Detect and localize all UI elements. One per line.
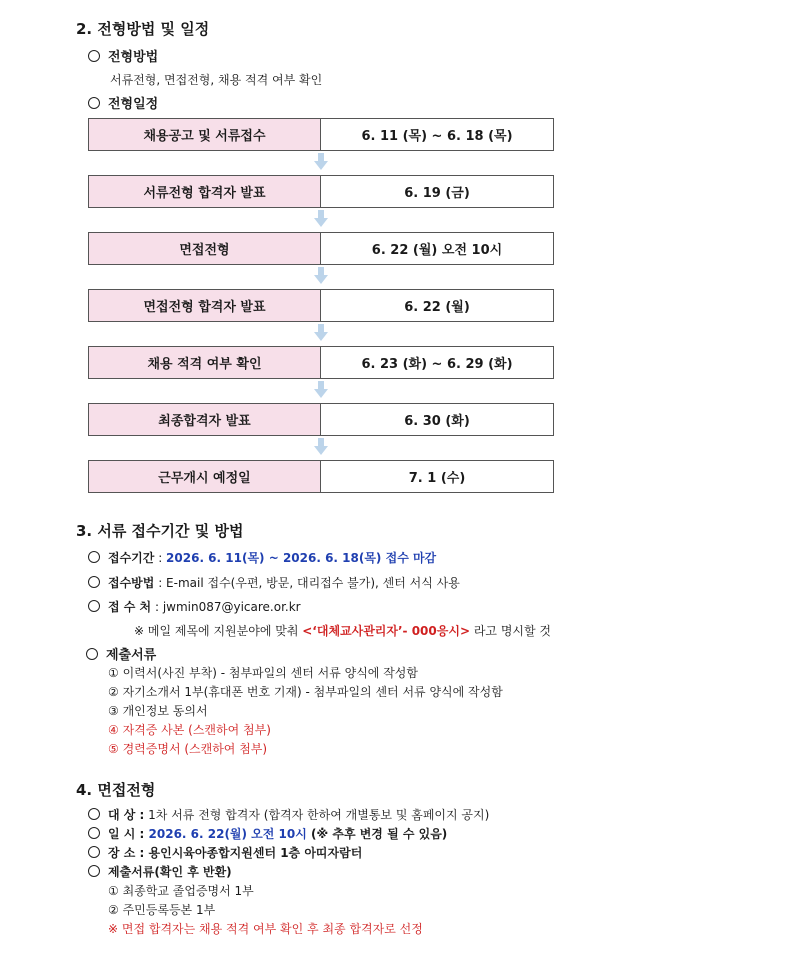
down-arrow-icon — [314, 324, 328, 341]
circle-bullet-icon — [88, 808, 100, 820]
docs-item-2: ② 자기소개서 1부(휴대폰 번호 기재) - 첨부파일의 센터 서류 양식에 작성함 — [108, 685, 503, 699]
target-line — [88, 806, 489, 823]
schedule-label: 전형일정 — [108, 97, 159, 112]
schedule-row — [88, 460, 554, 493]
circle-bullet-icon — [86, 648, 98, 660]
circle-bullet-icon — [88, 551, 100, 563]
schedule-step-label: 채용 적격 여부 확인 — [89, 347, 321, 378]
docs-item-1: ① 이력서(사진 부착) - 첨부파일의 센터 서류 양식에 작성함 — [108, 666, 418, 680]
target-value: 1차 서류 전형 합격자 (합격자 한하여 개별통보 및 홈페이지 공지) — [144, 808, 490, 822]
circle-bullet-icon — [88, 846, 100, 858]
target-label: 대 상 : — [108, 808, 145, 822]
final-note: ※ 면접 합격자는 채용 적격 여부 확인 후 최종 합격자로 선정 — [108, 922, 423, 936]
docs4-item-1: ① 최종학교 졸업증명서 1부 — [108, 884, 254, 898]
submit-method-label: 접수방법 — [108, 576, 155, 590]
docs-heading — [86, 644, 156, 663]
docs-item-4: ④ 자격증 사본 (스캔하여 첨부) — [108, 723, 271, 737]
method-text: 서류전형, 면접전형, 채용 적격 여부 확인 — [110, 73, 323, 87]
note-suffix: 라고 명시할 것 — [470, 624, 551, 638]
circle-bullet-icon — [88, 600, 100, 612]
schedule-step-date: 7. 1 (수) — [321, 461, 553, 492]
date-line — [88, 825, 447, 842]
schedule-row — [88, 289, 554, 322]
docs4-line — [88, 863, 232, 880]
schedule-row — [88, 175, 554, 208]
schedule-row — [88, 346, 554, 379]
schedule-step-date: 6. 11 (목) ~ 6. 18 (목) — [321, 119, 553, 150]
place4-value: 용인시육아종합지원센터 1층 아띠자람터 — [144, 846, 363, 860]
schedule-step-label: 채용공고 및 서류접수 — [89, 119, 321, 150]
method-label: 전형방법 — [108, 50, 159, 65]
note-highlight: <‘대체교사관리자’- 000응시> — [302, 624, 470, 638]
down-arrow-icon — [314, 438, 328, 455]
email-note — [134, 622, 551, 639]
schedule-step-date: 6. 22 (월) 오전 10시 — [321, 233, 553, 264]
section-2-title: 2. 전형방법 및 일정 — [76, 20, 210, 38]
schedule-step-label: 서류전형 합격자 발표 — [89, 176, 321, 207]
period-line — [88, 549, 436, 566]
docs4-item-2: ② 주민등록등본 1부 — [108, 903, 216, 917]
method-heading — [88, 46, 158, 65]
schedule-row — [88, 118, 554, 151]
docs-item-3: ③ 개인정보 동의서 — [108, 704, 208, 718]
schedule-step-date: 6. 23 (화) ~ 6. 29 (화) — [321, 347, 553, 378]
email-address: : jwmin087@yicare.or.kr — [151, 600, 301, 614]
section-3-title: 3. 서류 접수기간 및 방법 — [76, 522, 244, 540]
circle-bullet-icon — [88, 50, 100, 62]
down-arrow-icon — [314, 381, 328, 398]
schedule-row — [88, 232, 554, 265]
place-line — [88, 598, 301, 615]
schedule-row — [88, 403, 554, 436]
place4-label: 장 소 : — [108, 846, 145, 860]
schedule-step-label: 근무개시 예정일 — [89, 461, 321, 492]
circle-bullet-icon — [88, 865, 100, 877]
note-prefix: ※ 메일 제목에 지원분야에 맞춰 — [134, 624, 303, 638]
method-line — [88, 574, 460, 591]
schedule-step-label: 면접전형 — [89, 233, 321, 264]
schedule-step-label: 면접전형 합격자 발표 — [89, 290, 321, 321]
date-value: 2026. 6. 22(월) 오전 10시 — [144, 827, 307, 841]
place4-line — [88, 844, 362, 861]
schedule-step-date: 6. 30 (화) — [321, 404, 553, 435]
period-label: 접수기간 — [108, 551, 155, 565]
circle-bullet-icon — [88, 97, 100, 109]
down-arrow-icon — [314, 210, 328, 227]
period-sep: : — [154, 551, 167, 565]
schedule-step-label: 최종합격자 발표 — [89, 404, 321, 435]
schedule-heading — [88, 93, 158, 112]
docs4-label: 제출서류(확인 후 반환) — [108, 865, 232, 879]
date-note: (※ 추후 변경 될 수 있음) — [306, 827, 448, 841]
circle-bullet-icon — [88, 827, 100, 839]
schedule-step-date: 6. 22 (월) — [321, 290, 553, 321]
docs-label: 제출서류 — [106, 648, 157, 663]
down-arrow-icon — [314, 267, 328, 284]
date-label: 일 시 : — [108, 827, 145, 841]
section-4-title: 4. 면접전형 — [76, 781, 156, 799]
circle-bullet-icon — [88, 576, 100, 588]
place-label: 접 수 처 — [108, 600, 152, 614]
docs-item-5: ⑤ 경력증명서 (스캔하여 첨부) — [108, 742, 268, 756]
submit-method-value: : E-mail 접수(우편, 방문, 대리접수 불가), 센터 서식 사용 — [154, 576, 460, 590]
down-arrow-icon — [314, 153, 328, 170]
schedule-step-date: 6. 19 (금) — [321, 176, 553, 207]
period-value: 2026. 6. 11(목) ~ 2026. 6. 18(목) 접수 마감 — [166, 551, 437, 565]
